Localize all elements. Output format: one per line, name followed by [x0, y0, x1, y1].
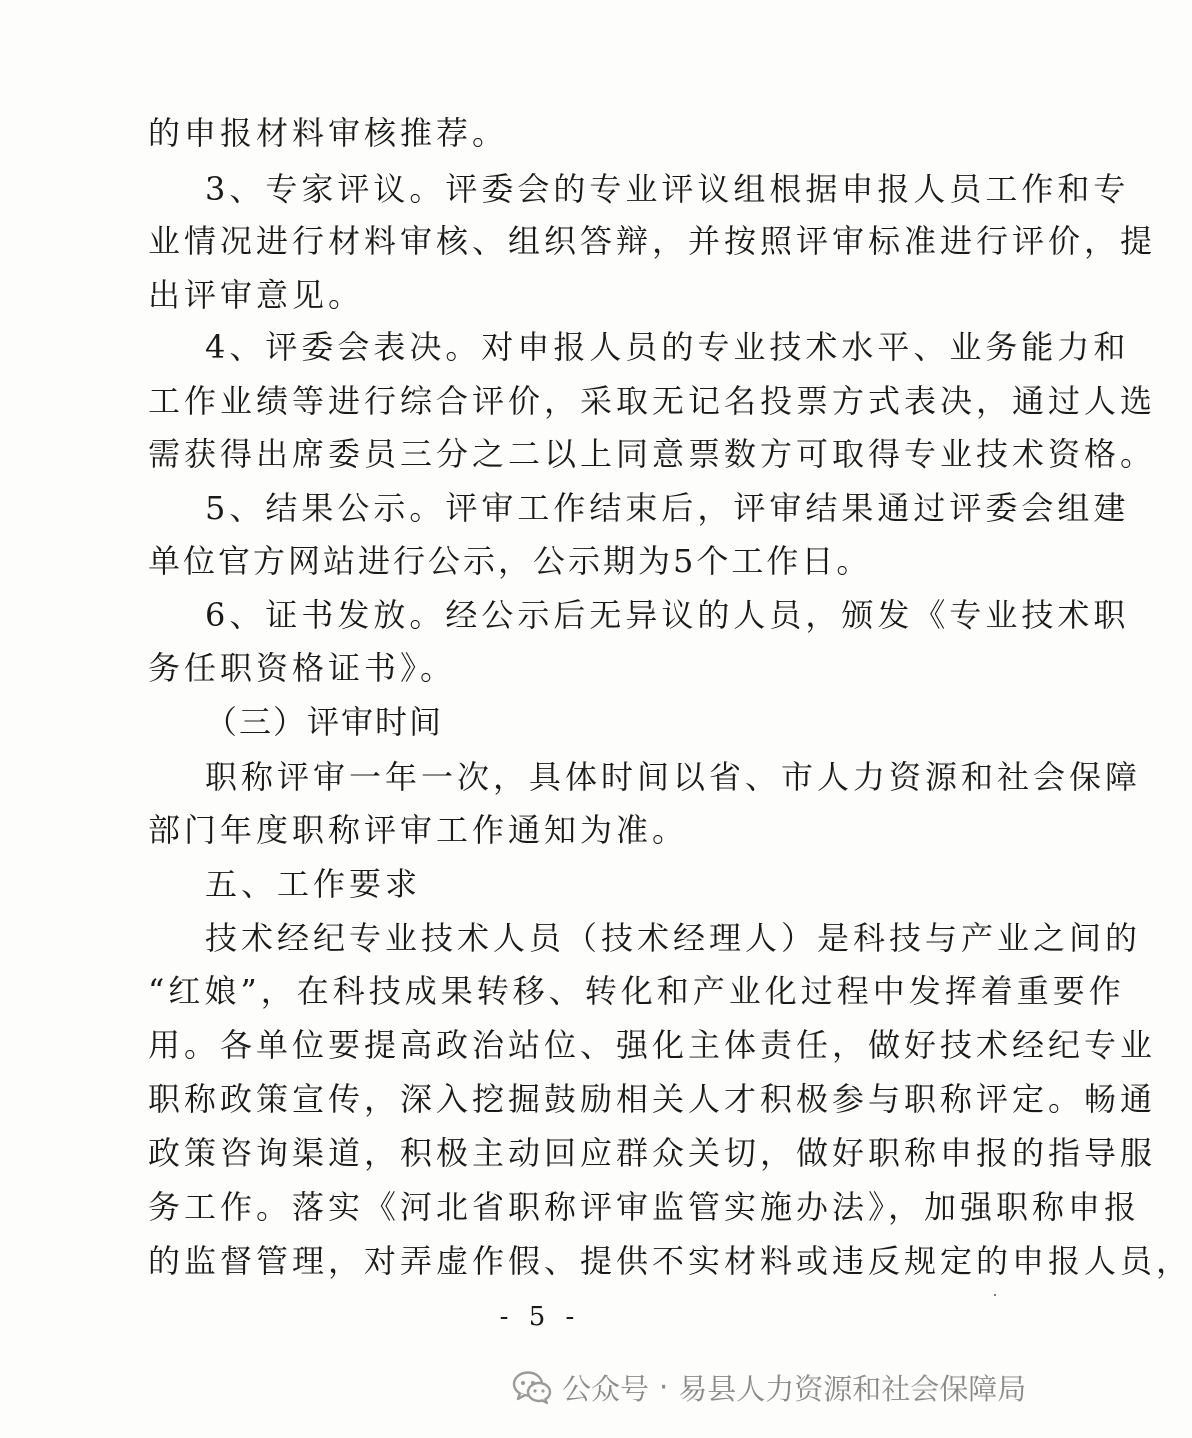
scan-speck [994, 1294, 996, 1296]
text-line: 用。各单位要提高政治站位、强化主体责任，做好技术经纪专业 [148, 1026, 1157, 1064]
text-line: 务任职资格证书》。 [148, 649, 457, 687]
section-heading: 五、工作要求 [205, 865, 422, 903]
text-line: 政策咨询渠道，积极主动回应群众关切，做好职称申报的指导服 [148, 1134, 1157, 1172]
watermark-account-name: 易县人力资源和社会保障局 [678, 1371, 1027, 1406]
text-line: 务工作。落实《河北省职称评审监管实施办法》，加强职称申报 [148, 1188, 1141, 1226]
text-line: 工作业绩等进行综合评价，采取无记名投票方式表决，通过人选 [148, 382, 1157, 420]
text-line: 技术经纪专业技术人员（技术经理人）是科技与产业之间的 [205, 919, 1142, 957]
section-subheading: （三）评审时间 [205, 703, 444, 741]
text-line: 出评审意见。 [148, 276, 365, 314]
text-line: 业情况进行材料审核、组织答辩，并按照评审标准进行评价，提 [148, 222, 1157, 260]
text-line: 6、证书发放。经公示后无异议的人员，颁发《专业技术职 [205, 596, 1130, 634]
text-line: 需获得出席委员三分之二以上同意票数方可取得专业技术资格。 [148, 435, 1157, 473]
watermark-prefix: 公众号 [562, 1371, 650, 1406]
text-line: 3、专家评议。评委会的专业评议组根据申报人员工作和专 [205, 170, 1130, 208]
text-line: 的申报材料审核推荐。 [148, 114, 509, 152]
page-number: - 5 - [499, 1302, 581, 1332]
wechat-watermark [512, 1362, 1026, 1412]
text-line: 的监督管理，对弄虚作假、提供不实材料或违反规定的申报人员， [148, 1242, 1192, 1280]
text-line: 职称评审一年一次，具体时间以省、市人力资源和社会保障 [205, 758, 1142, 796]
text-line: 职称政策宣传，深入挖掘鼓励相关人才积极参与职称评定。畅通 [148, 1080, 1157, 1118]
text-line: 5、结果公示。评审工作结束后，评审结果通过评委会组建 [205, 489, 1130, 527]
text-line: 4、评委会表决。对申报人员的专业技术水平、业务能力和 [205, 328, 1130, 366]
text-line: 单位官方网站进行公示，公示期为5个工作日。 [148, 542, 872, 580]
watermark-separator: · [659, 1370, 669, 1404]
text-line: 部门年度职称评审工作通知为准。 [148, 811, 689, 849]
wechat-icon [512, 1369, 552, 1405]
text-line: “红娘”，在科技成果转移、转化和产业化过程中发挥着重要作 [148, 972, 1125, 1010]
